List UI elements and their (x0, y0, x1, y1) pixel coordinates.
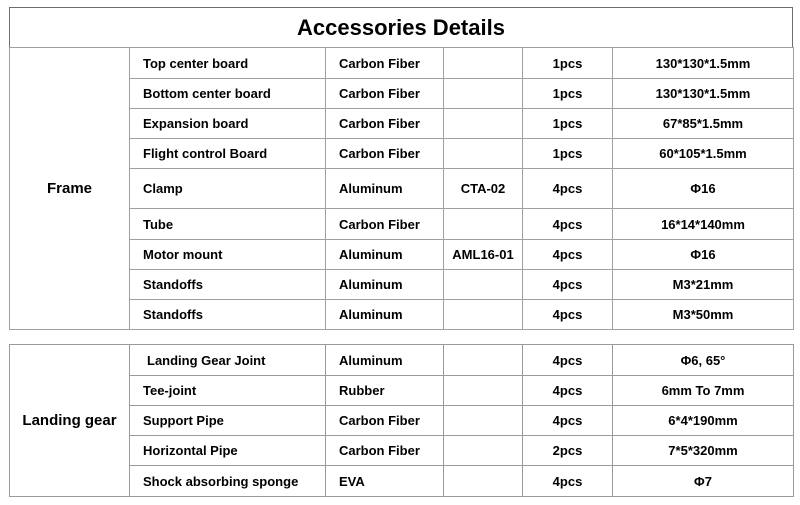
quantity: 4pcs (523, 406, 613, 436)
frame-table (9, 47, 794, 330)
material: Aluminum (326, 345, 444, 376)
material: Rubber (326, 376, 444, 406)
specification: Φ16 (613, 169, 794, 209)
specification: 16*14*140mm (613, 209, 794, 240)
material: Aluminum (326, 240, 444, 270)
specification: Φ7 (613, 466, 794, 497)
material: Carbon Fiber (326, 48, 444, 79)
part-code (444, 48, 523, 79)
part-name: Clamp (130, 169, 326, 209)
material: Carbon Fiber (326, 109, 444, 139)
specification: Φ6, 65° (613, 345, 794, 376)
quantity: 4pcs (523, 345, 613, 376)
part-code: AML16-01 (444, 240, 523, 270)
part-code (444, 436, 523, 466)
part-name: Shock absorbing sponge (130, 466, 326, 497)
quantity: 4pcs (523, 240, 613, 270)
quantity: 1pcs (523, 109, 613, 139)
part-name: Flight control Board (130, 139, 326, 169)
specification: 130*130*1.5mm (613, 79, 794, 109)
part-code (444, 109, 523, 139)
section-label-frame: Frame (10, 48, 130, 330)
material: Carbon Fiber (326, 209, 444, 240)
specification: 60*105*1.5mm (613, 139, 794, 169)
specification: Φ16 (613, 240, 794, 270)
part-name: Standoffs (130, 300, 326, 330)
material: Carbon Fiber (326, 436, 444, 466)
part-code (444, 139, 523, 169)
part-name: Landing Gear Joint (130, 345, 326, 376)
material: Aluminum (326, 300, 444, 330)
part-name: Top center board (130, 48, 326, 79)
title-table (9, 7, 793, 48)
material: Aluminum (326, 169, 444, 209)
part-name: Standoffs (130, 270, 326, 300)
quantity: 2pcs (523, 436, 613, 466)
part-code (444, 345, 523, 376)
quantity: 1pcs (523, 79, 613, 109)
specification: M3*50mm (613, 300, 794, 330)
material: Carbon Fiber (326, 406, 444, 436)
quantity: 4pcs (523, 270, 613, 300)
landing-gear-table (9, 344, 794, 497)
part-name: Motor mount (130, 240, 326, 270)
part-code: CTA-02 (444, 169, 523, 209)
specification: 130*130*1.5mm (613, 48, 794, 79)
page-title: Accessories Details (10, 8, 793, 48)
table-row (10, 48, 794, 79)
quantity: 4pcs (523, 376, 613, 406)
specification: 6*4*190mm (613, 406, 794, 436)
part-name: Tee-joint (130, 376, 326, 406)
part-code (444, 79, 523, 109)
specification: 7*5*320mm (613, 436, 794, 466)
part-code (444, 270, 523, 300)
specification: M3*21mm (613, 270, 794, 300)
part-name: Horizontal Pipe (130, 436, 326, 466)
part-code (444, 376, 523, 406)
part-name: Support Pipe (130, 406, 326, 436)
material: Carbon Fiber (326, 139, 444, 169)
part-code (444, 209, 523, 240)
quantity: 4pcs (523, 169, 613, 209)
part-code (444, 406, 523, 436)
specification: 6mm To 7mm (613, 376, 794, 406)
part-name: Tube (130, 209, 326, 240)
part-name: Expansion board (130, 109, 326, 139)
specification: 67*85*1.5mm (613, 109, 794, 139)
quantity: 1pcs (523, 139, 613, 169)
quantity: 1pcs (523, 48, 613, 79)
quantity: 4pcs (523, 300, 613, 330)
quantity: 4pcs (523, 466, 613, 497)
material: Aluminum (326, 270, 444, 300)
part-code (444, 300, 523, 330)
material: Carbon Fiber (326, 79, 444, 109)
material: EVA (326, 466, 444, 497)
part-code (444, 466, 523, 497)
table-row (10, 345, 794, 376)
section-label-landing-gear: Landing gear (10, 345, 130, 497)
part-name: Bottom center board (130, 79, 326, 109)
quantity: 4pcs (523, 209, 613, 240)
